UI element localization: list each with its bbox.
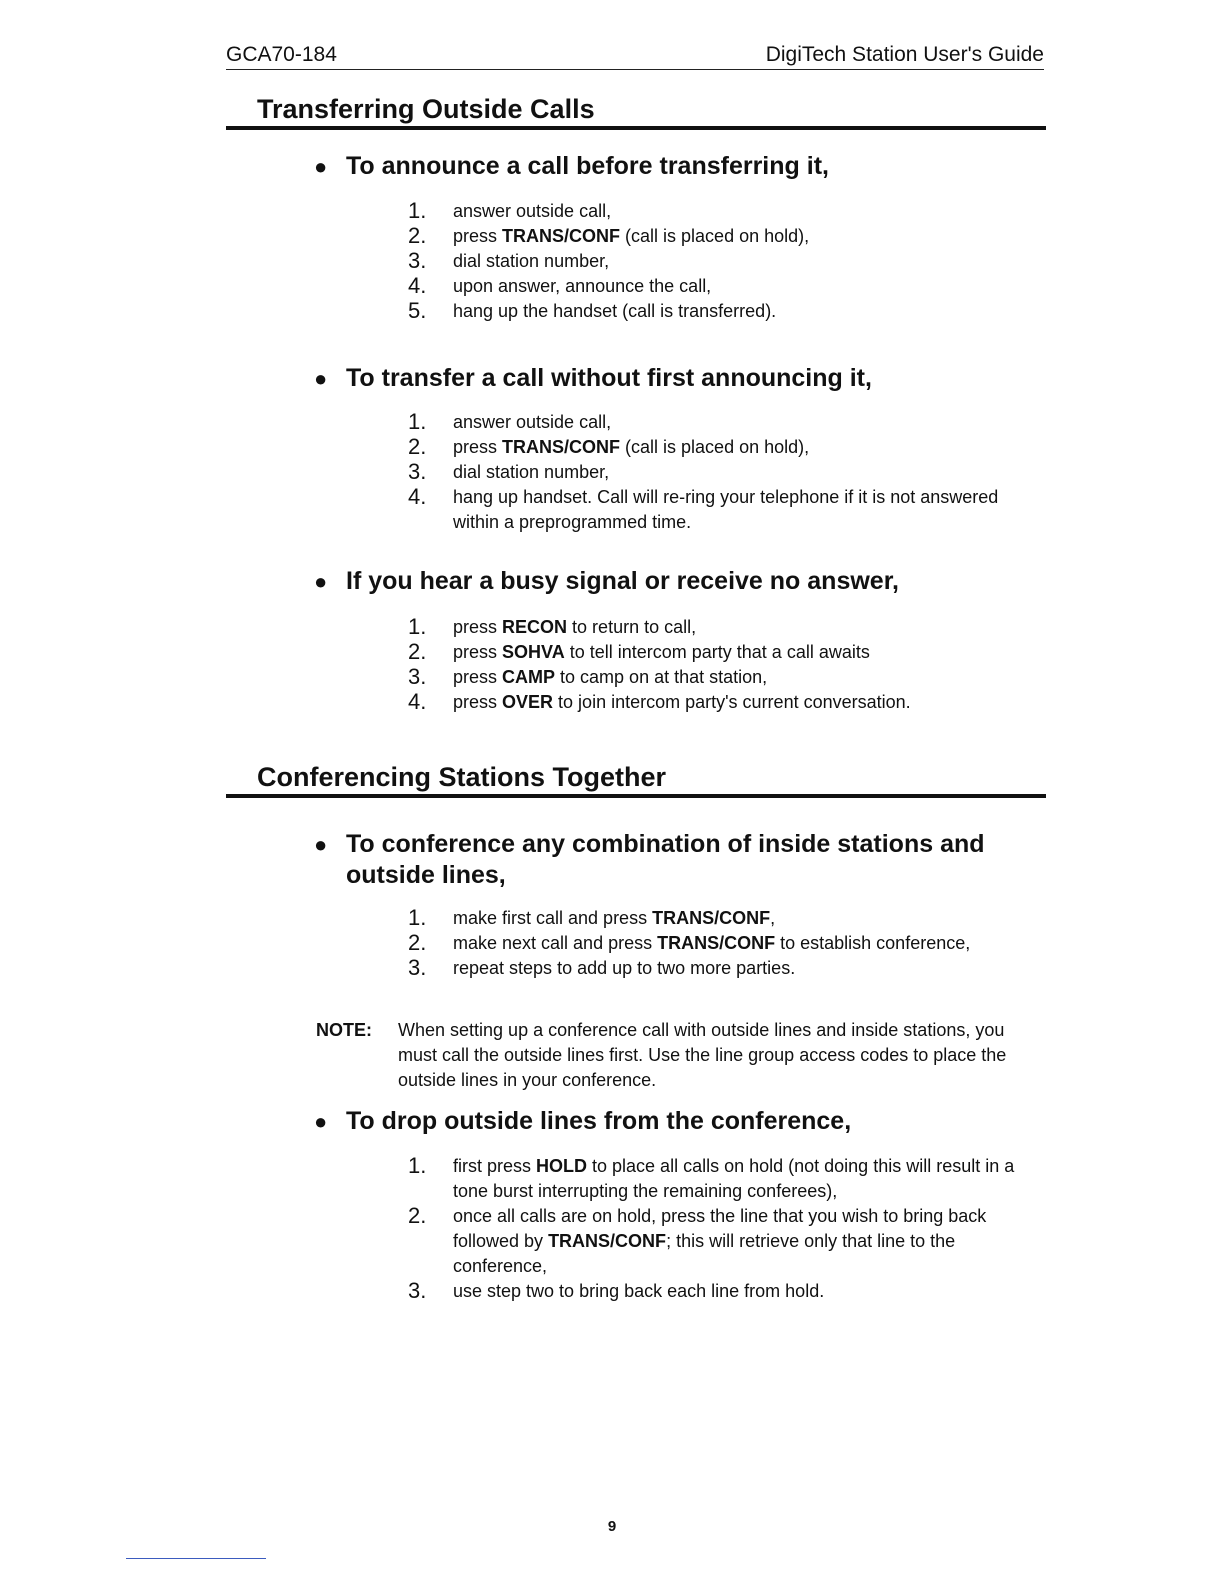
- step-text-part: answer outside call,: [453, 201, 612, 221]
- section-title-transferring: [226, 92, 1046, 130]
- key-label: CAMP: [502, 667, 556, 687]
- section-title-text: Transferring Outside Calls: [257, 94, 595, 124]
- step-text-part: (call is placed on hold),: [620, 226, 810, 246]
- step-text-part: upon answer, announce the call,: [453, 276, 712, 296]
- section-title-text: Conferencing Stations Together: [257, 762, 667, 792]
- step-number: 1.: [408, 614, 427, 639]
- step-text: [408, 956, 1048, 981]
- note-block: [316, 1018, 1046, 1093]
- step-text: [408, 1154, 1048, 1204]
- step-text-part: dial station number,: [453, 251, 610, 271]
- step-list: [408, 199, 1048, 324]
- bullet-drop: [314, 1106, 1034, 1137]
- step-text-part: to tell intercom party that a call awaits: [564, 642, 870, 662]
- step-text: [408, 665, 1048, 690]
- step-number: 2.: [408, 930, 427, 955]
- bullet-dot-icon: ●: [314, 832, 328, 857]
- step-text-part: to establish conference,: [775, 933, 971, 953]
- step-text: [408, 460, 1048, 485]
- bullet-heading: To announce a call before transferring it,: [346, 152, 829, 180]
- bullet-heading: To drop outside lines from the conference,: [346, 1107, 852, 1135]
- step-list: [408, 1154, 1048, 1304]
- step-text-part: to join intercom party's current conversation.: [553, 692, 911, 712]
- step-text: [408, 906, 1048, 931]
- step-text-part: press: [453, 642, 503, 662]
- step-text-part: use step two to bring back each line from hold.: [453, 1281, 825, 1301]
- step-item: [408, 931, 1048, 956]
- bullet-dot-icon: ●: [314, 366, 328, 391]
- bullet-dot-icon: ●: [314, 154, 328, 179]
- step-number: 3.: [408, 459, 427, 484]
- note-label: NOTE:: [316, 1020, 372, 1040]
- step-item: [408, 435, 1048, 460]
- bullet-combination: [314, 829, 1034, 891]
- bullet-announce: [314, 151, 1034, 182]
- step-text: [408, 249, 1048, 274]
- step-text-part: dial station number,: [453, 462, 610, 482]
- step-text-part: ,: [770, 908, 776, 928]
- key-label: TRANS/CONF: [502, 437, 621, 457]
- step-text: [408, 931, 1048, 956]
- step-item: [408, 615, 1048, 640]
- step-item: [408, 1279, 1048, 1304]
- step-text: [408, 410, 1048, 435]
- bullet-busy: [314, 566, 1034, 597]
- step-number: 2.: [408, 434, 427, 459]
- step-list: [408, 615, 1048, 715]
- key-label: TRANS/CONF: [652, 908, 771, 928]
- step-text-part: press: [453, 692, 503, 712]
- page-number: 9: [607, 1518, 617, 1535]
- step-text-part: hang up the handset (call is transferred).: [453, 301, 777, 321]
- step-item: [408, 249, 1048, 274]
- step-item: [408, 410, 1048, 435]
- step-text-part: press: [453, 437, 503, 457]
- step-text: [408, 690, 1048, 715]
- step-item: [408, 485, 1048, 535]
- step-text: [408, 199, 1048, 224]
- step-number: 3.: [408, 248, 427, 273]
- step-number: 2.: [408, 1203, 427, 1228]
- step-text: [408, 299, 1048, 324]
- key-label: SOHVA: [502, 642, 565, 662]
- key-label: HOLD: [536, 1156, 588, 1176]
- step-item: [408, 299, 1048, 324]
- step-text-part: to camp on at that station,: [555, 667, 768, 687]
- step-list: [408, 410, 1048, 535]
- step-item: [408, 199, 1048, 224]
- step-text: [408, 1204, 1048, 1279]
- step-text-part: press: [453, 226, 503, 246]
- step-text: [408, 615, 1048, 640]
- step-number: 2.: [408, 223, 427, 248]
- step-item: [408, 640, 1048, 665]
- bullet-dot-icon: ●: [314, 1109, 328, 1134]
- key-label: RECON: [502, 617, 568, 637]
- bullet-heading: To conference any combination of inside stations and outside lines,: [346, 830, 985, 889]
- step-text: [408, 435, 1048, 460]
- step-text-part: answer outside call,: [453, 412, 612, 432]
- note-text: When setting up a conference call with outside lines and inside stations, you must call the outside lines first. Use the line group access codes to place the outside lines in your conference.: [398, 1020, 1007, 1090]
- step-text-part: once all calls are on hold, press the line that you wish to bring back followed by: [453, 1206, 987, 1251]
- step-number: 3.: [408, 1278, 427, 1303]
- step-number: 1.: [408, 409, 427, 434]
- step-text-part: ; this will retrieve only that line to the conference,: [453, 1231, 956, 1276]
- step-text-part: press: [453, 617, 503, 637]
- step-text-part: to place all calls on hold (not doing this will result in a tone burst interrupting the remaining conferees),: [453, 1156, 1015, 1201]
- step-text-part: first press: [453, 1156, 537, 1176]
- step-text: [408, 1279, 1048, 1304]
- page-header: [226, 42, 1044, 70]
- step-number: 1.: [408, 198, 427, 223]
- step-list: [408, 906, 1048, 981]
- step-number: 1.: [408, 905, 427, 930]
- step-number: 3.: [408, 664, 427, 689]
- step-item: [408, 956, 1048, 981]
- step-item: [408, 460, 1048, 485]
- footer-divider: [126, 1558, 266, 1559]
- key-label: OVER: [502, 692, 554, 712]
- step-item: [408, 690, 1048, 715]
- step-text: [408, 224, 1048, 249]
- guide-title: DigiTech Station User's Guide: [765, 43, 1044, 66]
- key-label: TRANS/CONF: [502, 226, 621, 246]
- step-item: [408, 1204, 1048, 1279]
- section-title-conferencing: [226, 760, 1046, 798]
- step-text-part: make next call and press: [453, 933, 658, 953]
- step-text-part: (call is placed on hold),: [620, 437, 810, 457]
- step-text: [408, 274, 1048, 299]
- step-item: [408, 665, 1048, 690]
- key-label: TRANS/CONF: [657, 933, 776, 953]
- doc-code: GCA70-184: [226, 43, 337, 66]
- step-item: [408, 274, 1048, 299]
- step-text-part: press: [453, 667, 503, 687]
- step-text-part: hang up handset. Call will re-ring your telephone if it is not answered within a preprogrammed time.: [453, 487, 999, 532]
- step-number: 4.: [408, 689, 427, 714]
- bullet-heading: If you hear a busy signal or receive no answer,: [346, 567, 899, 595]
- step-number: 2.: [408, 639, 427, 664]
- key-label: TRANS/CONF: [548, 1231, 667, 1251]
- step-item: [408, 1154, 1048, 1204]
- bullet-dot-icon: ●: [314, 569, 328, 594]
- step-item: [408, 906, 1048, 931]
- step-text-part: repeat steps to add up to two more parties.: [453, 958, 796, 978]
- step-number: 3.: [408, 955, 427, 980]
- step-text-part: make first call and press: [453, 908, 653, 928]
- step-number: 4.: [408, 273, 427, 298]
- step-text: [408, 640, 1048, 665]
- bullet-heading: To transfer a call without first announcing it,: [346, 364, 872, 392]
- step-number: 4.: [408, 484, 427, 509]
- step-text: [408, 485, 1048, 535]
- step-text-part: to return to call,: [567, 617, 697, 637]
- step-item: [408, 224, 1048, 249]
- bullet-no-announce: [314, 363, 1034, 394]
- step-number: 1.: [408, 1153, 427, 1178]
- step-number: 5.: [408, 298, 427, 323]
